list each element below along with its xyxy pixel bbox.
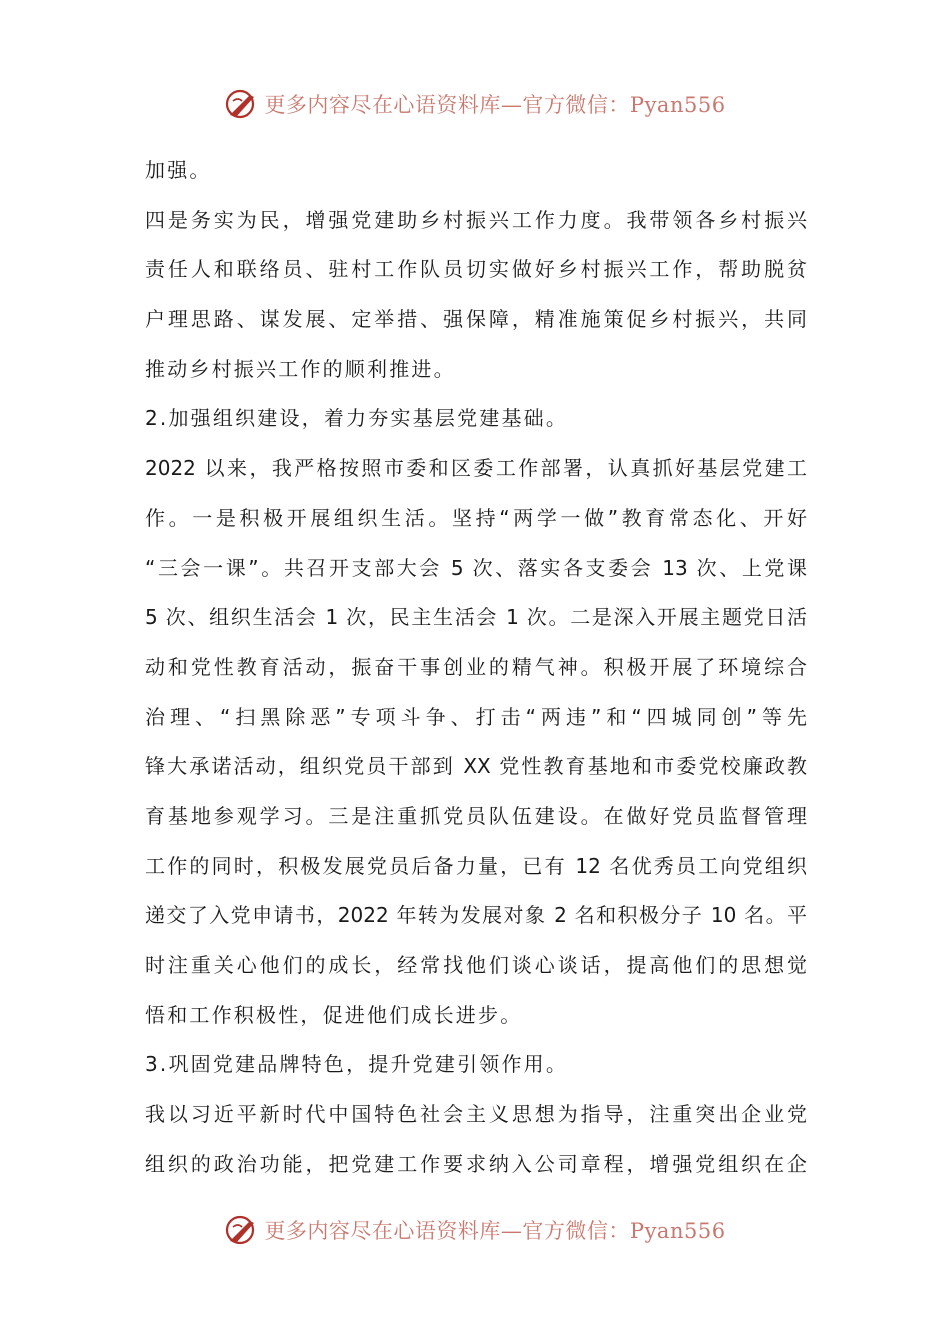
text-line: 育基地参观学习。三是注重抓党员队伍建设。在做好党员监督管理 — [145, 803, 807, 828]
text-line: 推动乡村振兴工作的顺利推进。 — [145, 356, 456, 381]
text-line: 3.巩固党建品牌特色，提升党建引领作用。 — [145, 1052, 569, 1077]
text-line: 2022 以来，我严格按照市委和区委工作部署，认真抓好基层党建工 — [145, 456, 807, 481]
text-line: 时注重关心他们的成长，经常找他们谈心谈话，提高他们的思想觉 — [145, 953, 807, 977]
pen-logo-icon — [224, 1213, 258, 1247]
text-line: 治理、“扫黑除恶”专项斗争、打击“两违”和“四城同创”等先 — [145, 704, 807, 729]
text-line: “三会一课”。共召开支部大会 5 次、落实各支委会 13 次、上党课 — [145, 555, 807, 580]
text-line: 动和党性教育活动，振奋干事创业的精气神。积极开展了环境综合 — [145, 654, 807, 679]
pen-logo-icon — [224, 87, 258, 121]
text-line: 责任人和联络员、驻村工作队员切实做好乡村振兴工作，帮助脱贫 — [145, 257, 807, 282]
text-line: 工作的同时，积极发展党员后备力量，已有 12 名优秀员工向党组织 — [145, 853, 807, 878]
text-line: 作。一是积极开展组织生活。坚持“两学一做”教育常态化、开好 — [145, 505, 807, 530]
text-line: 加强。 — [145, 158, 212, 182]
text-line: 户理思路、谋发展、定举措、强保障，精准施策促乡村振兴，共同 — [145, 307, 807, 332]
watermark-text: 更多内容尽在心语资料库—官方微信：Pyan556 — [264, 93, 726, 117]
text-line: 我以习近平新时代中国特色社会主义思想为指导，注重突出企业党 — [145, 1102, 807, 1127]
document-body — [145, 146, 807, 1189]
header-watermark — [0, 84, 950, 124]
text-line: 四是务实为民，增强党建助乡村振兴工作力度。我带领各乡村振兴 — [145, 207, 807, 232]
text-line: 递交了入党申请书，2022 年转为发展对象 2 名和积极分子 10 名。平 — [145, 903, 807, 928]
text-line: 悟和工作积极性，促进他们成长进步。 — [145, 1002, 523, 1027]
watermark-text: 更多内容尽在心语资料库—官方微信：Pyan556 — [264, 1219, 726, 1243]
footer-watermark — [0, 1210, 950, 1250]
text-line: 5 次、组织生活会 1 次，民主生活会 1 次。二是深入开展主题党日活 — [145, 605, 807, 630]
text-line: 2.加强组织建设，着力夯实基层党建基础。 — [145, 406, 569, 431]
text-line: 锋大承诺活动，组织党员干部到 XX 党性教育基地和市委党校廉政教 — [145, 754, 807, 779]
text-line: 组织的政治功能，把党建工作要求纳入公司章程，增强党组织在企 — [145, 1151, 807, 1176]
